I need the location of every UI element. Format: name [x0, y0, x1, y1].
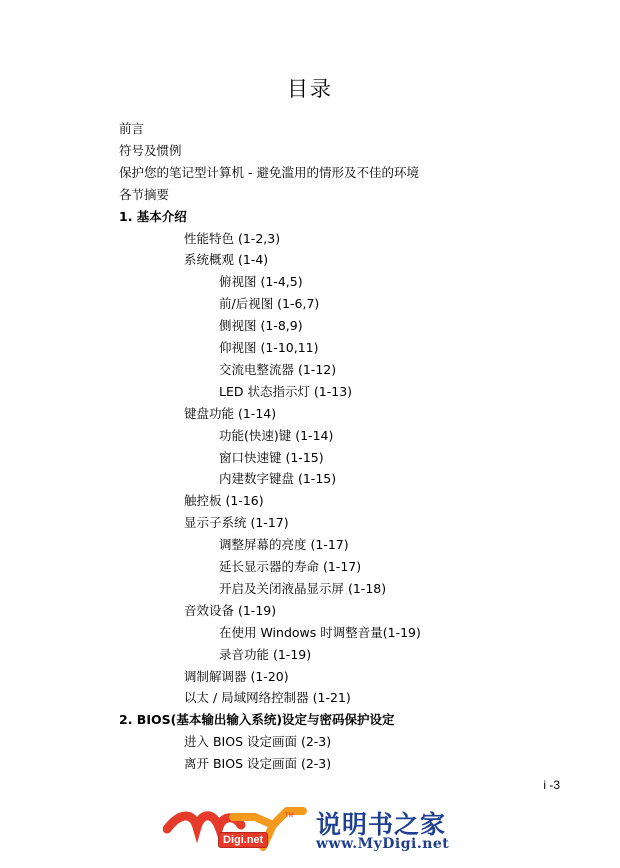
toc-entry: 俯视图 (1-4,5) [219, 274, 303, 290]
toc-entry: 功能(快速)键 (1-14) [219, 427, 334, 443]
toc-entry: 保护您的笔记型计算机 - 避免滥用的情形及不佳的环境 [119, 164, 419, 180]
toc-entry: 2. BIOS(基本输出输入系统)设定与密码保护设定 [119, 712, 395, 728]
toc-entry: 性能特色 (1-2,3) [184, 230, 281, 246]
brand-name-cn: 说明书之家 [316, 810, 447, 839]
digi-net-badge: Digi.net [218, 832, 268, 848]
toc-entry: 系统概观 (1-4) [184, 252, 269, 268]
toc-entry: 1. 基本介绍 [119, 208, 187, 224]
toc-entry: 内建数字键盘 (1-15) [219, 471, 337, 487]
brand-url: www.MyDigi.net [316, 836, 450, 852]
toc-entry: 侧视图 (1-8,9) [219, 318, 303, 334]
toc-entry: 音效设备 (1-19) [184, 602, 277, 618]
page-title: 目录 [287, 77, 333, 101]
toc-entry: 开启及关闭液晶显示屏 (1-18) [219, 580, 387, 596]
toc-entry: 前言 [119, 121, 145, 136]
toc-entry: 在使用 Windows 时调整音量(1-19) [219, 624, 421, 640]
page-number: i -3 [543, 778, 560, 792]
toc-entry: 仰视图 (1-10,11) [219, 340, 319, 355]
toc-entry: 进入 BIOS 设定画面 (2-3) [184, 734, 332, 750]
toc-entry: 符号及惯例 [119, 142, 182, 158]
toc-entry: 录音功能 (1-19) [219, 646, 312, 662]
toc-entry: 延长显示器的寿命 (1-17) [219, 559, 362, 574]
toc-entry: 离开 BIOS 设定画面 (2-3) [184, 756, 332, 772]
toc-entry: 显示子系统 (1-17) [184, 515, 289, 531]
toc-entry: 以太 / 局域网络控制器 (1-21) [184, 690, 351, 706]
toc-entry: 调制解调器 (1-20) [184, 668, 289, 684]
toc-entry: 触控板 (1-16) [184, 493, 264, 509]
toc-entry: LED 状态指示灯 (1-13) [219, 383, 353, 399]
toc-entry: 键盘功能 (1-14) [184, 405, 277, 421]
tm-mark: TM [285, 813, 294, 819]
toc-entry: 窗口快速键 (1-15) [219, 449, 324, 465]
toc-entry: 各节摘要 [119, 186, 170, 202]
toc-entry: 调整屏幕的亮度 (1-17) [219, 537, 349, 553]
toc-entry: 前/后视图 (1-6,7) [219, 296, 320, 312]
toc-entry: 交流电整流器 (1-12) [219, 361, 337, 377]
